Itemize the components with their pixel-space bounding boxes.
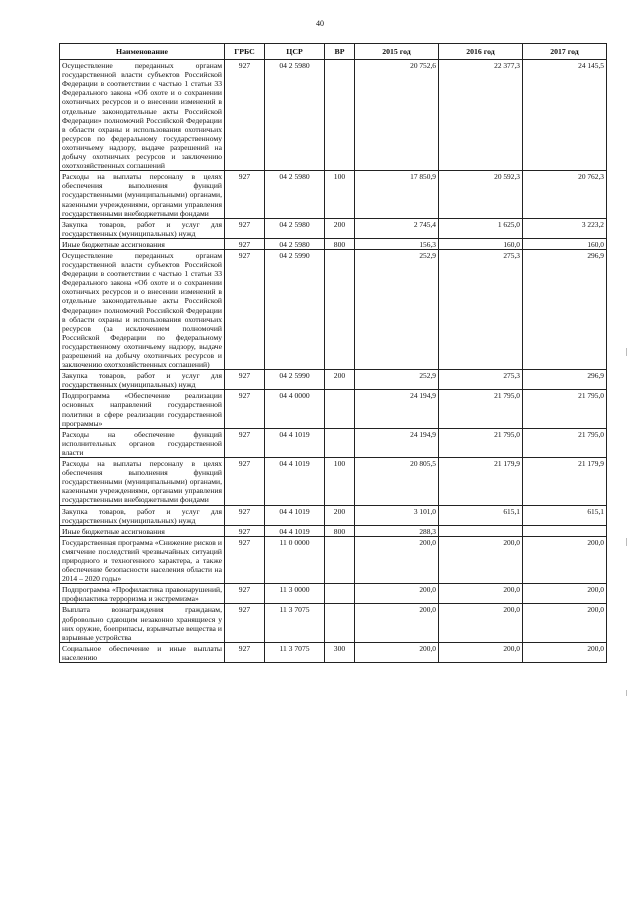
row-2017: 3 223,2 bbox=[523, 218, 607, 238]
row-2017: 160,0 bbox=[523, 238, 607, 249]
row-2016: 1 625,0 bbox=[439, 218, 523, 238]
row-2016 bbox=[439, 525, 523, 536]
row-name: Закупка товаров, работ и услуг для государственных (муниципальных) нужд bbox=[60, 218, 225, 238]
row-csr: 04 2 5980 bbox=[265, 60, 325, 171]
row-vr: 200 bbox=[325, 370, 355, 390]
row-2016: 21 179,9 bbox=[439, 458, 523, 505]
row-name: Подпрограмма «Обеспечение реализации основных направлений государственной политики в сфере реализации государственной программы» bbox=[60, 390, 225, 428]
table-row bbox=[60, 525, 607, 536]
row-vr bbox=[325, 536, 355, 583]
row-grbs: 927 bbox=[225, 505, 265, 525]
row-csr: 04 4 1019 bbox=[265, 458, 325, 505]
row-name: Расходы на выплаты персоналу в целях обеспечения выполнения функций государственными (муниципальными) органами, казенными учреждениями, органами управления государственными внебюджетными фондами bbox=[60, 458, 225, 505]
row-csr: 04 2 5990 bbox=[265, 249, 325, 369]
table-row bbox=[60, 642, 607, 662]
row-2017: 200,0 bbox=[523, 642, 607, 662]
row-vr: 800 bbox=[325, 238, 355, 249]
row-grbs: 927 bbox=[225, 584, 265, 604]
row-2015: 200,0 bbox=[355, 604, 439, 642]
row-2017: 200,0 bbox=[523, 536, 607, 583]
row-2016: 275,3 bbox=[439, 249, 523, 369]
row-2015: 288,3 bbox=[355, 525, 439, 536]
row-vr: 200 bbox=[325, 218, 355, 238]
row-2016: 275,3 bbox=[439, 370, 523, 390]
row-2015: 20 752,6 bbox=[355, 60, 439, 171]
row-vr bbox=[325, 584, 355, 604]
row-2017: 296,9 bbox=[523, 370, 607, 390]
scan-mark bbox=[626, 538, 627, 546]
row-name: Иные бюджетные ассигнования bbox=[60, 238, 225, 249]
row-csr: 11 3 0000 bbox=[265, 584, 325, 604]
row-vr: 300 bbox=[325, 642, 355, 662]
row-grbs: 927 bbox=[225, 238, 265, 249]
row-csr: 04 4 1019 bbox=[265, 525, 325, 536]
row-2015: 24 194,9 bbox=[355, 428, 439, 457]
row-csr: 04 2 5990 bbox=[265, 370, 325, 390]
header-2015: 2015 год bbox=[355, 44, 439, 60]
page-number: 40 bbox=[316, 19, 324, 28]
header-grbs: ГРБС bbox=[225, 44, 265, 60]
row-csr: 11 3 7075 bbox=[265, 642, 325, 662]
header-csr: ЦСР bbox=[265, 44, 325, 60]
table-row bbox=[60, 238, 607, 249]
row-csr: 04 2 5980 bbox=[265, 171, 325, 218]
row-2015: 200,0 bbox=[355, 536, 439, 583]
row-2015: 156,3 bbox=[355, 238, 439, 249]
row-2015: 200,0 bbox=[355, 584, 439, 604]
table-row bbox=[60, 604, 607, 642]
row-2016: 21 795,0 bbox=[439, 390, 523, 428]
row-2017: 24 145,5 bbox=[523, 60, 607, 171]
table-row bbox=[60, 370, 607, 390]
row-csr: 04 2 5980 bbox=[265, 238, 325, 249]
row-name: Подпрограмма «Профилактика правонарушений, профилактика терроризма и экстремизма» bbox=[60, 584, 225, 604]
row-grbs: 927 bbox=[225, 428, 265, 457]
table-row bbox=[60, 505, 607, 525]
row-2017: 296,9 bbox=[523, 249, 607, 369]
table-row bbox=[60, 218, 607, 238]
scan-mark bbox=[626, 348, 627, 356]
row-name: Выплата вознаграждения гражданам, добровольно сдающим незаконно хранящиеся у них оружие, боеприпасы, взрывчатые вещества и взрывные устройства bbox=[60, 604, 225, 642]
row-name: Закупка товаров, работ и услуг для государственных (муниципальных) нужд bbox=[60, 505, 225, 525]
row-2016: 200,0 bbox=[439, 584, 523, 604]
row-vr bbox=[325, 428, 355, 457]
budget-table bbox=[59, 43, 607, 663]
row-2016: 160,0 bbox=[439, 238, 523, 249]
row-grbs: 927 bbox=[225, 525, 265, 536]
row-2016: 615,1 bbox=[439, 505, 523, 525]
row-vr: 100 bbox=[325, 458, 355, 505]
row-grbs: 927 bbox=[225, 218, 265, 238]
row-name: Расходы на обеспечение функций исполнительных органов государственной власти bbox=[60, 428, 225, 457]
table-row bbox=[60, 171, 607, 218]
row-csr: 11 0 0000 bbox=[265, 536, 325, 583]
row-grbs: 927 bbox=[225, 60, 265, 171]
row-2017: 20 762,3 bbox=[523, 171, 607, 218]
row-grbs: 927 bbox=[225, 536, 265, 583]
row-vr: 800 bbox=[325, 525, 355, 536]
row-vr bbox=[325, 60, 355, 171]
row-2016: 200,0 bbox=[439, 642, 523, 662]
row-vr: 100 bbox=[325, 171, 355, 218]
row-2017: 21 795,0 bbox=[523, 428, 607, 457]
row-2017: 615,1 bbox=[523, 505, 607, 525]
row-2015: 20 805,5 bbox=[355, 458, 439, 505]
row-2016: 200,0 bbox=[439, 604, 523, 642]
row-grbs: 927 bbox=[225, 171, 265, 218]
row-csr: 04 4 1019 bbox=[265, 505, 325, 525]
row-2017: 21 795,0 bbox=[523, 390, 607, 428]
row-2017 bbox=[523, 525, 607, 536]
row-2015: 17 850,9 bbox=[355, 171, 439, 218]
row-2017: 200,0 bbox=[523, 604, 607, 642]
table-row bbox=[60, 536, 607, 583]
table-row bbox=[60, 60, 607, 171]
row-name: Расходы на выплаты персоналу в целях обеспечения выполнения функций государственными (муниципальными) органами, казенными учреждениями, органами управления государственными внебюджетными фондами bbox=[60, 171, 225, 218]
row-2016: 21 795,0 bbox=[439, 428, 523, 457]
row-grbs: 927 bbox=[225, 390, 265, 428]
row-csr: 04 2 5980 bbox=[265, 218, 325, 238]
header-2017: 2017 год bbox=[523, 44, 607, 60]
row-name: Осуществление переданных органам государственной власти субъектов Российской Федерации в соответствии с частью 1 статьи 33 Федерального закона «Об охоте и о сохранении охотничьих ресурсов и о внесении изменений в отдельные законодательные акты Российской Федерации» полномочий Российской Федерации в области охраны и использования охотничьих ресурсов (за исключением полномочий Российской Федерации по федеральному государственному охотничьему надзору, выдаче разрешений на добычу охотничьих ресурсов и заключению охотхозяйственных соглашений) bbox=[60, 249, 225, 369]
row-name: Государственная программа «Снижение рисков и смягчение последствий чрезвычайных ситуаций природного и техногенного характера, а также обеспечение безопасности населения области на 2014 – 2020 годы» bbox=[60, 536, 225, 583]
header-2016: 2016 год bbox=[439, 44, 523, 60]
table-row bbox=[60, 584, 607, 604]
row-csr: 11 3 7075 bbox=[265, 604, 325, 642]
row-2015: 2 745,4 bbox=[355, 218, 439, 238]
table-row bbox=[60, 249, 607, 369]
header-vr: ВР bbox=[325, 44, 355, 60]
row-2016: 200,0 bbox=[439, 536, 523, 583]
row-grbs: 927 bbox=[225, 458, 265, 505]
row-2016: 20 592,3 bbox=[439, 171, 523, 218]
table-header-row bbox=[60, 44, 607, 60]
table-row bbox=[60, 428, 607, 457]
row-2015: 3 101,0 bbox=[355, 505, 439, 525]
row-grbs: 927 bbox=[225, 370, 265, 390]
row-vr bbox=[325, 604, 355, 642]
row-name: Социальное обеспечение и иные выплаты населению bbox=[60, 642, 225, 662]
row-vr bbox=[325, 249, 355, 369]
row-csr: 04 4 0000 bbox=[265, 390, 325, 428]
row-2017: 200,0 bbox=[523, 584, 607, 604]
row-csr: 04 4 1019 bbox=[265, 428, 325, 457]
row-grbs: 927 bbox=[225, 249, 265, 369]
row-2015: 252,9 bbox=[355, 249, 439, 369]
table-row bbox=[60, 458, 607, 505]
row-vr: 200 bbox=[325, 505, 355, 525]
row-2017: 21 179,9 bbox=[523, 458, 607, 505]
row-2016: 22 377,3 bbox=[439, 60, 523, 171]
row-vr bbox=[325, 390, 355, 428]
row-name: Закупка товаров, работ и услуг для государственных (муниципальных) нужд bbox=[60, 370, 225, 390]
scan-mark bbox=[626, 690, 627, 696]
row-grbs: 927 bbox=[225, 642, 265, 662]
table-row bbox=[60, 390, 607, 428]
row-2015: 200,0 bbox=[355, 642, 439, 662]
row-name: Иные бюджетные ассигнования bbox=[60, 525, 225, 536]
row-grbs: 927 bbox=[225, 604, 265, 642]
row-name: Осуществление переданных органам государственной власти субъектов Российской Федерации в соответствии с частью 1 статьи 33 Федерального закона «Об охоте и о сохранении охотничьих ресурсов и о внесении изменений в отдельные законодательные акты Российской Федерации» полномочий Российской Федерации в области охраны и использования охотничьих ресурсов по федеральному государственному охотничьему надзору, выдаче разрешений на добычу охотничьих ресурсов и заключению охотхозяйственных соглашений bbox=[60, 60, 225, 171]
row-2015: 24 194,9 bbox=[355, 390, 439, 428]
row-2015: 252,9 bbox=[355, 370, 439, 390]
header-name: Наименование bbox=[60, 44, 225, 60]
